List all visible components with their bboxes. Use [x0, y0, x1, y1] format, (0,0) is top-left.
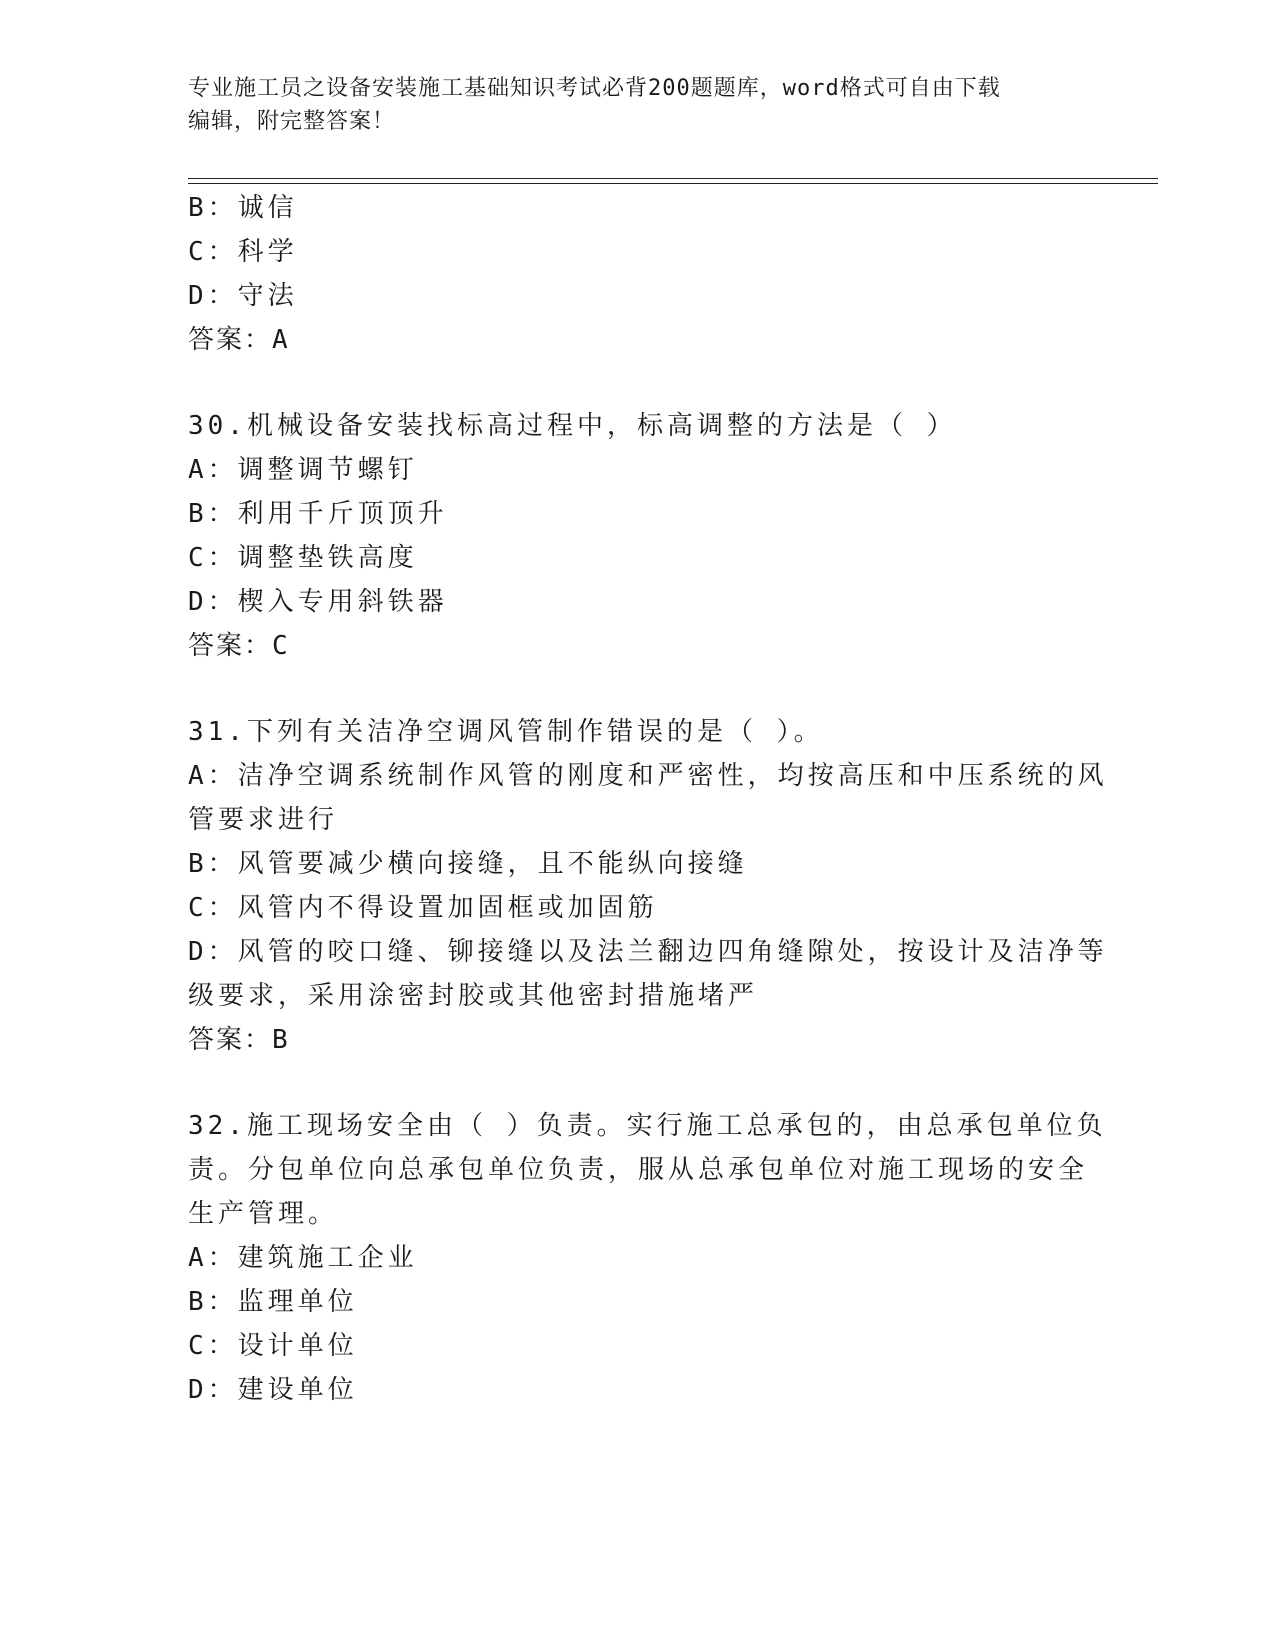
q32-option-b: B：监理单位	[188, 1287, 358, 1317]
header-divider-bottom	[188, 183, 1158, 184]
q32-option-a: A：建筑施工企业	[188, 1243, 418, 1273]
q31-option-d-line2: 级要求，采用涂密封胶或其他密封措施堵严	[188, 981, 759, 1011]
q30-option-d: D：楔入专用斜铁器	[188, 587, 448, 617]
header-title-line1: 专业施工员之设备安装施工基础知识考试必背200题题库，word格式可自由下载	[188, 76, 1001, 101]
q31-option-d-line1: D：风管的咬口缝、铆接缝以及法兰翻边四角缝隙处，按设计及洁净等	[188, 937, 1108, 967]
prev-option-b: B：诚信	[188, 193, 298, 223]
header-divider-top	[188, 178, 1158, 179]
q32-question-line1: 32.施工现场安全由（ ）负责。实行施工总承包的，由总承包单位负	[188, 1111, 1107, 1141]
q30-option-a: A：调整调节螺钉	[188, 455, 418, 485]
q31-option-a-line1: A：洁净空调系统制作风管的刚度和严密性，均按高压和中压系统的风	[188, 761, 1108, 791]
q32-question-line2: 责。分包单位向总承包单位负责，服从总承包单位对施工现场的安全	[188, 1155, 1089, 1185]
header-title-line2: 编辑，附完整答案！	[188, 109, 396, 134]
prev-option-d: D：守法	[188, 281, 298, 311]
q31-option-b: B：风管要减少横向接缝，且不能纵向接缝	[188, 849, 748, 879]
q32-question-line3: 生产管理。	[188, 1199, 339, 1229]
q32-option-d: D：建设单位	[188, 1375, 358, 1405]
q30-question: 30.机械设备安装找标高过程中，标高调整的方法是（ ）	[188, 411, 957, 441]
q30-answer: 答案：C	[188, 631, 290, 661]
q30-option-b: B：利用千斤顶顶升	[188, 499, 448, 529]
q31-option-a-line2: 管要求进行	[188, 805, 339, 835]
prev-option-c: C：科学	[188, 237, 298, 267]
q31-option-c: C：风管内不得设置加固框或加固筋	[188, 893, 658, 923]
prev-answer: 答案：A	[188, 325, 290, 355]
q31-question: 31.下列有关洁净空调风管制作错误的是（ ）。	[188, 717, 824, 747]
q30-option-c: C：调整垫铁高度	[188, 543, 418, 573]
document-header	[188, 72, 1088, 138]
q32-option-c: C：设计单位	[188, 1331, 358, 1361]
q31-answer: 答案：B	[188, 1025, 290, 1055]
